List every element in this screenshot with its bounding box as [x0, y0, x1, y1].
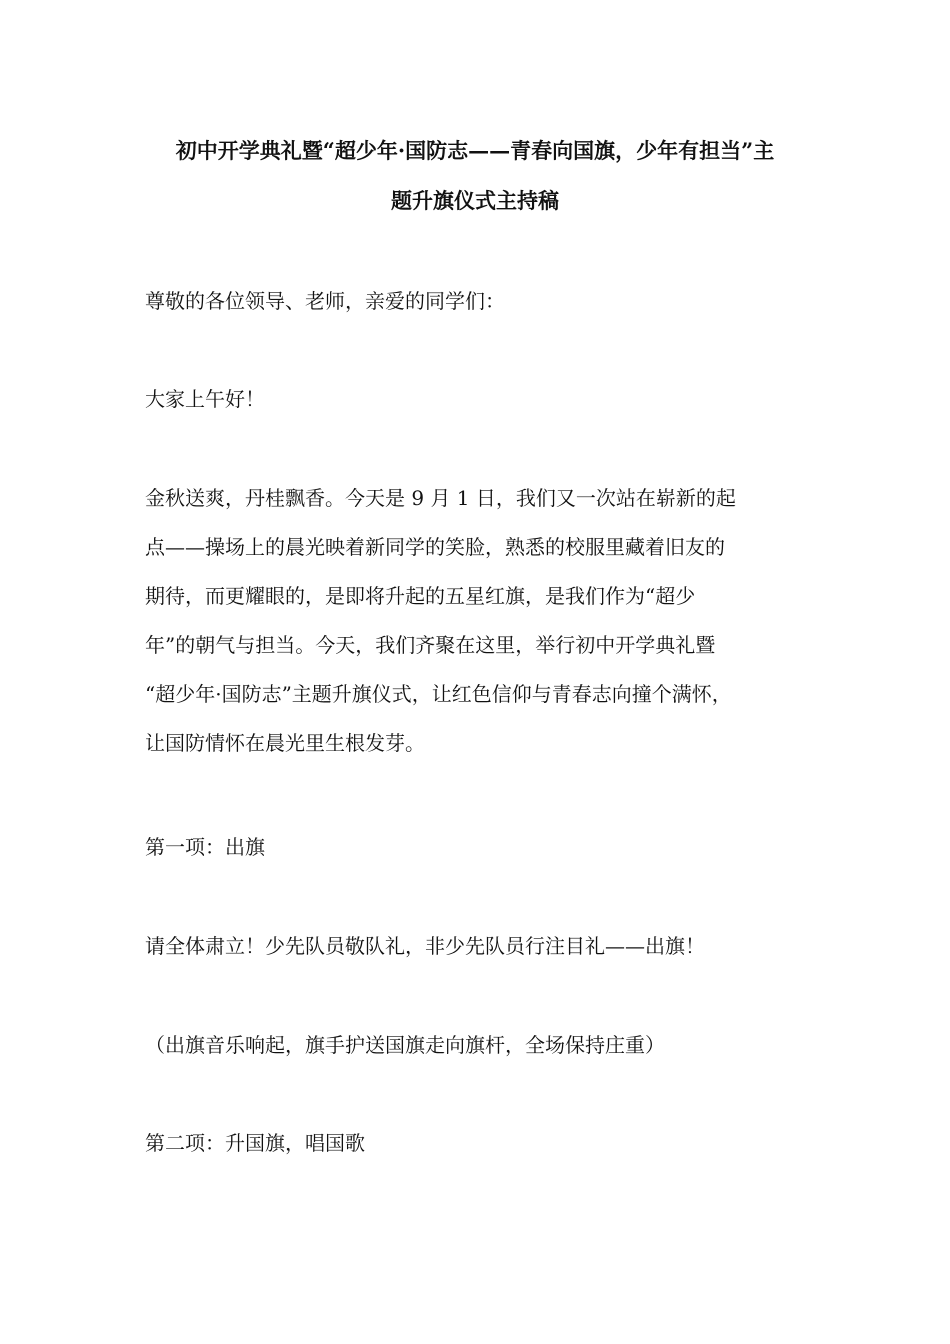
item1-heading: 第一项：出旗	[145, 835, 265, 859]
item1-text: 请全体肃立！少先队员敬队礼，非少先队员行注目礼——出旗！	[145, 934, 705, 958]
intro-line: 金秋送爽，丹桂飘香。今天是 9 月 1 日，我们又一次站在崭新的起	[145, 486, 736, 510]
document-title-line-1: 初中开学典礼暨“超少年·国防志——青春向国旗，少年有担当”主	[175, 138, 775, 163]
intro-line: 期待，而更耀眼的，是即将升起的五星红旗，是我们作为“超少	[145, 584, 696, 608]
document-title-line-2: 题升旗仪式主持稿	[391, 188, 559, 213]
item2-heading: 第二项：升国旗，唱国歌	[145, 1131, 365, 1155]
intro-line: 让国防情怀在晨光里生根发芽。	[145, 731, 425, 755]
intro-paragraph	[145, 474, 825, 768]
intro-line: “超少年·国防志”主题升旗仪式，让红色信仰与青春志向撞个满怀，	[145, 682, 732, 706]
intro-line: 点——操场上的晨光映着新同学的笑脸，熟悉的校服里藏着旧友的	[145, 535, 725, 559]
intro-line: 年”的朝气与担当。今天，我们齐聚在这里，举行初中开学典礼暨	[145, 633, 716, 657]
item1-stage-direction: （出旗音乐响起，旗手护送国旗走向旗杆，全场保持庄重）	[145, 1033, 665, 1057]
greeting: 大家上午好！	[145, 387, 265, 411]
salutation: 尊敬的各位领导、老师，亲爱的同学们：	[145, 289, 505, 313]
